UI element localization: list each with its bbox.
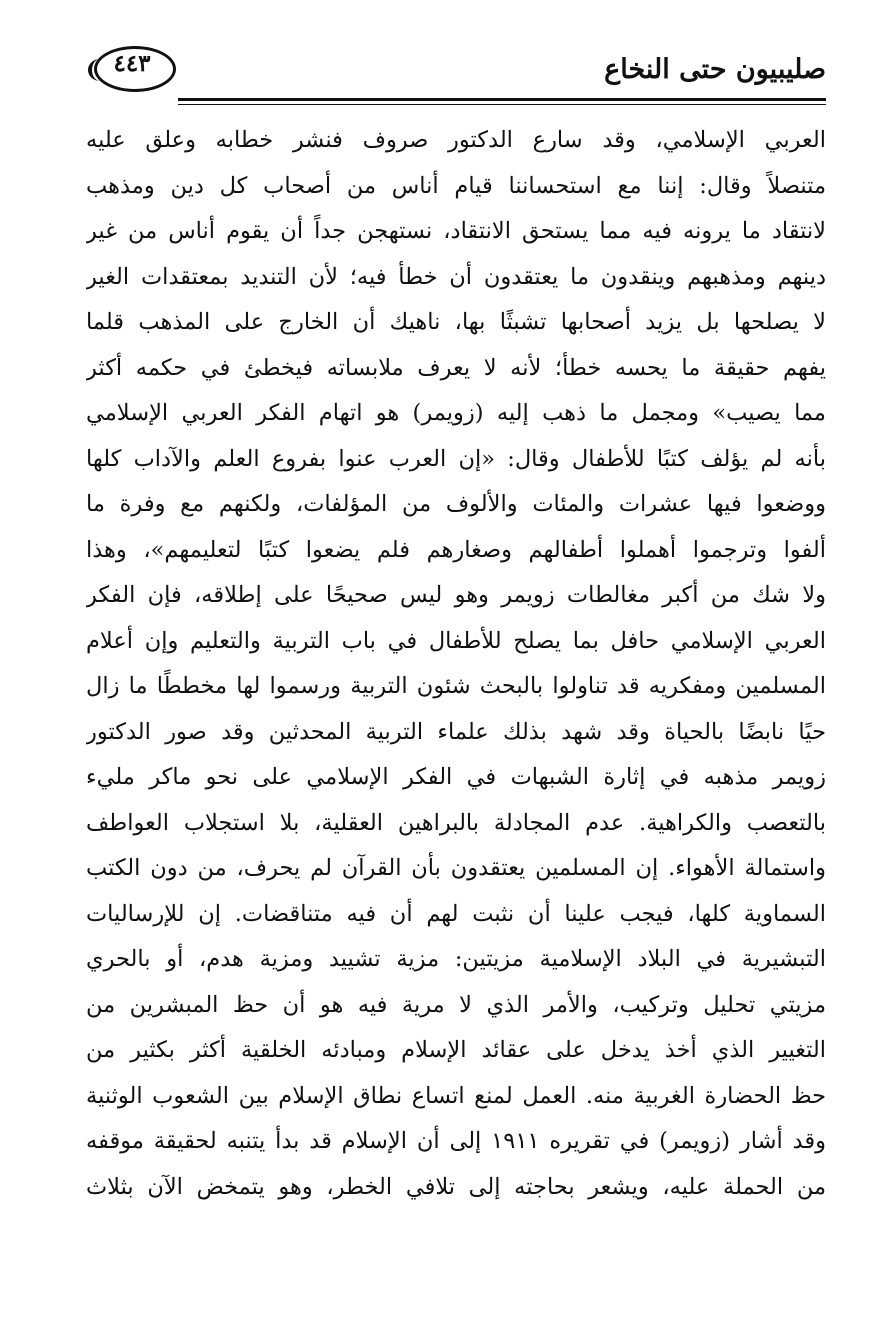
page-number: ٤٤٣: [113, 50, 151, 77]
text-line: يفهم حقيقة ما يحسه خطأ؛ لأنه لا يعرف ملابساته فيخطئ في حكمه أكثر: [86, 354, 826, 381]
text-line: بأنه لم يؤلف كتبًا للأطفال وقال: «إن العرب عنوا بفروع العلم والآداب كلها: [86, 445, 826, 472]
running-title: صليبيون حتى النخاع: [604, 54, 826, 85]
text-line: حيًا نابضًا بالحياة وقد شهد بذلك علماء التربية المحدثين وقد صور الدكتور: [86, 718, 826, 745]
body-text: [86, 118, 826, 1210]
text-line: واستمالة الأهواء. إن المسلمين يعتقدون بأن القرآن لم يحرف، من دون الكتب: [86, 855, 826, 881]
text-line: العربي الإسلامي حافل بما يصلح للأطفال في باب التربية والتعليم وإن أعلام: [86, 627, 826, 654]
header-rule: [178, 98, 826, 101]
text-line: السماوية كلها، فيجب علينا أن نثبت لهم أن فيه متناقضات. إن للإرساليات: [86, 900, 826, 927]
text-line: لا يصلحها بل يزيد أصحابها تشبثًا بها، ناهيك أن الخارج على المذهب قلما: [86, 309, 826, 335]
text-line: لانتقاد ما يرونه فيه مما يستحق الانتقاد، نستهجن جداً أن يقوم أناس من غير: [86, 218, 826, 244]
page-header: [86, 42, 826, 104]
text-line: ألفوا وترجموا أهملوا أطفالهم وصغارهم فلم يضعوا كتبًا لتعليمهم»، وهذا: [86, 536, 826, 563]
text-line: زويمر مذهبه في إثارة الشبهات في الفكر الإسلامي على نحو ماكر مليء: [86, 764, 826, 790]
text-line: دينهم ومذهبهم وينقدون ما يعتقدون أن خطأ فيه؛ لأن التنديد بمعتقدات الغير: [86, 263, 826, 290]
text-line: التغيير الذي أخذ يدخل على عقائد الإسلام ومبادئه الخلقية أكثر بكثير من: [86, 1037, 826, 1063]
text-line: مما يصيب» ومجمل ما ذهب إليه (زويمر) هو اتهام الفكر العربي الإسلامي: [86, 400, 826, 426]
text-line: التبشيرية في البلاد الإسلامية مزيتين: مزية تشييد ومزية هدم، أو بالحري: [86, 946, 826, 972]
text-line: المسلمين ومفكريه قد تناولوا بالبحث شئون التربية ورسموا لها مخططًا ما زال: [86, 673, 826, 699]
text-line: متنصلاً وقال: إننا مع استحساننا قيام أناس من أصحاب كل دين ومذهب: [86, 172, 826, 199]
text-line: ولا شك من أكبر مغالطات زويمر وهو ليس صحيحًا على إطلاقه، فإن الفكر: [86, 582, 826, 608]
text-line: مزيتي تحليل وتركيب، والأمر الذي لا مرية فيه هو أن حظ المبشرين من: [86, 991, 826, 1018]
text-line: العربي الإسلامي، وقد سارع الدكتور صروف فنشر خطابه وعلق عليه: [86, 127, 826, 153]
text-line: بالتعصب والكراهية. عدم المجادلة بالبراهين العقلية، بلا استجلاب العواطف: [86, 809, 826, 836]
text-line: ووضعوا فيها عشرات والمئات والألوف من المؤلفات، ولكنهم مع وفرة ما: [86, 491, 826, 517]
text-line: حظ الحضارة الغربية منه. العمل لمنع اتساع نطاق الإسلام بين الشعوب الوثنية: [86, 1082, 826, 1109]
text-line: وقد أشار (زويمر) في تقريره ١٩١١ إلى أن الإسلام قد بدأ يتنبه لحقيقة موقفه: [86, 1128, 826, 1154]
text-line: من الحملة عليه، ويشعر بحاجته إلى تلافي الخطر، وهو يتمخض الآن بثلاث: [86, 1173, 826, 1200]
